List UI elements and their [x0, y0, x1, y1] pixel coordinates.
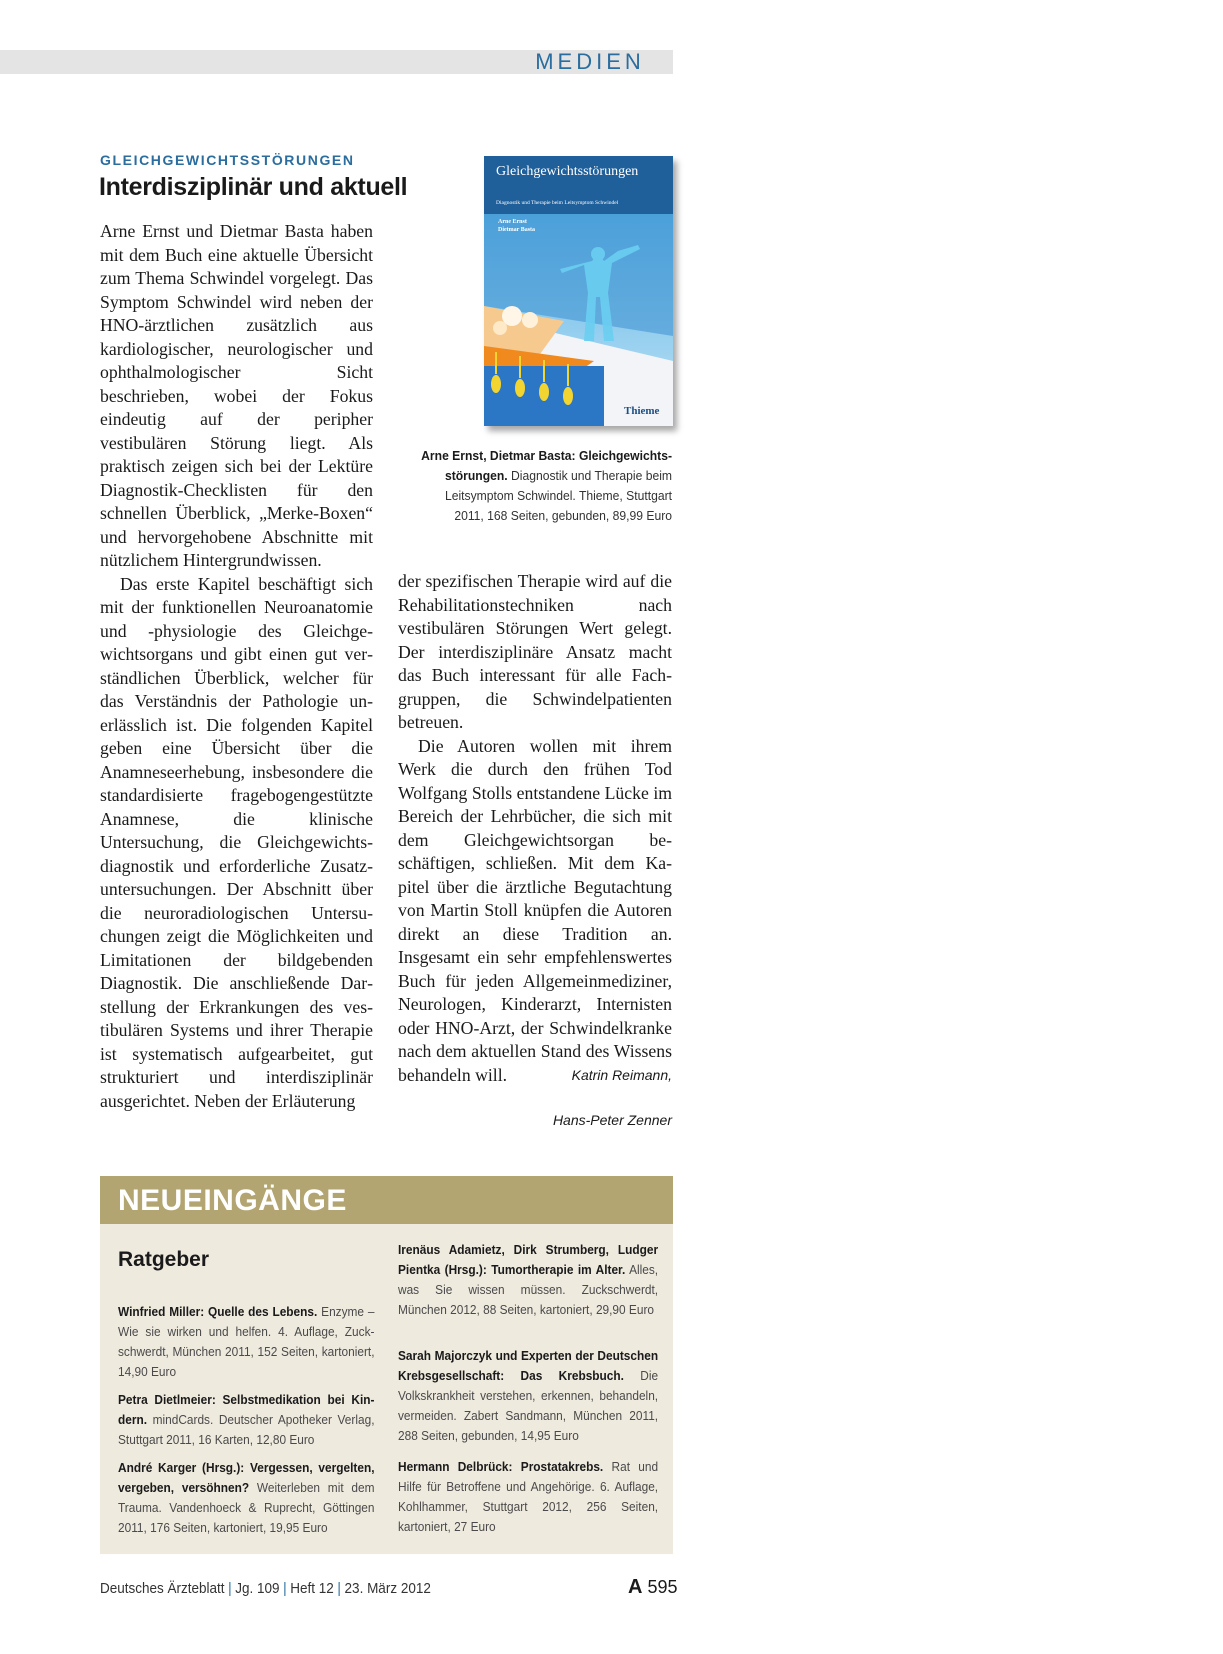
page-number — [628, 1576, 678, 1599]
article-column-right — [398, 570, 672, 1087]
book-cover-illustration — [484, 156, 673, 426]
book-entry-details: Rat und Hilfe für Betroffene und Angehörige. 6. Auflage, Kohlhammer, Stuttgart 2012, 256 Seiten, kartoniert, 27 Euro — [398, 1459, 659, 1534]
neueingaenge-subtitle: Ratgeber — [118, 1248, 210, 1271]
book-cover-authors — [498, 218, 535, 234]
footer-volume: Jg. 109 — [235, 1580, 280, 1597]
footer-date: 23. März 2012 — [344, 1580, 431, 1597]
book-cover-title: Gleichgewichtsstörungen — [496, 164, 639, 179]
article-author: Katrin Reimann, — [571, 1066, 672, 1083]
book-entry-details: Die Volkskrankheit verstehen, erkennen, behandeln, vermeiden. Zabert Sandmann, München 2011, 288 Seiten, gebunden, 14,95 Euro — [398, 1368, 659, 1443]
page-footer — [100, 1580, 431, 1597]
footer-separator: | — [337, 1580, 341, 1597]
book-entry-title: Hermann Delbrück: Prostatakrebs. — [398, 1459, 604, 1474]
book-cover-subtitle: Diagnostik und Therapie beim Leitsymptom Schwindel — [496, 200, 619, 206]
book-entry — [118, 1302, 375, 1382]
footer-issue: Heft 12 — [290, 1580, 334, 1597]
article-paragraph: der spezifischen Therapie wird auf die Rehabilitationstechniken nach vestibulären Störungen Wert gelegt. Der interdisziplinäre Ansatz macht das Buch interessant für alle Fachgruppen, die Schwindelpatienten betreuen. — [398, 571, 672, 732]
section-label: MEDIEN — [535, 49, 645, 74]
book-entry — [118, 1390, 375, 1450]
article-author: Hans-Peter Zenner — [552, 1112, 672, 1128]
book-entry-title: André Karger (Hrsg.): Vergessen, vergelten, vergeben, versöhnen? — [118, 1460, 375, 1495]
article-paragraph-text: Die Autoren wollen mit ihrem Werk die durch den frühen Tod Wolfgang Stolls entstandene Lücke im Bereich der Lehrbücher, die sich mit dem Gleichgewichtsorgan beschäftigen, schließen. Mit dem Kapitel über die ärztliche Begutachtung von Martin Stoll knüpfen die Autoren direkt an diese Tradition an. Insgesamt ein sehr empfehlenswertes Buch für jeden Allgemeinmediziner, Neurologen, Kinderarzt, Internisten oder HNO-Arzt, der Schwindelkranke nach dem aktuellen Stand des Wissens behandeln will. — [398, 735, 672, 1085]
book-entry — [398, 1346, 658, 1446]
book-entry — [398, 1457, 658, 1537]
article-paragraph — [398, 735, 672, 1088]
book-entry-details: Alles, was Sie wissen müssen. Zuckschwerdt, München 2012, 88 Seiten, kartoniert, 29,90 Euro — [398, 1262, 659, 1317]
book-entry-details: Enzyme – Wie sie wirken und helfen. 4. Auflage, Zuckschwerdt, München 2011, 152 Seiten, kartoniert, 14,90 Euro — [118, 1304, 375, 1379]
book-entry-title: Sarah Majorczyk und Experten der Deutschen Krebsgesellschaft: Das Krebsbuch. — [398, 1348, 659, 1383]
article-kicker: GLEICHGEWICHTSSTÖRUNGEN — [100, 152, 355, 168]
page-number-value: 595 — [647, 1577, 678, 1597]
book-cover — [484, 156, 673, 426]
book-entry-title: Irenäus Adamietz, Dirk Strumberg, Ludger Pientka (Hrsg.): Tumortherapie im Alter. — [398, 1242, 659, 1277]
neueingaenge-title: NEUEINGÄNGE — [118, 1184, 347, 1217]
page-number-prefix: A — [628, 1576, 643, 1598]
article-paragraph: Arne Ernst und Dietmar Basta haben mit dem Buch eine aktuelle Übersicht zum Thema Schwindel vorgelegt. Das Symptom Schwindel wird neben der HNO-ärztlichen zusätzlich aus kardiologischer, neurologischer und ophthalmologischer Sicht beschrieben, wobei der Fokus eindeutig auf der peripher vestibulären Störung liegt. Als praktisch zeigen sich bei der Lektüre Diagnostik-Checklisten für den schnellen Überblick, „Merke-Boxen“ und hervorgehobene Abschnitte mit nützlichem Hintergrundwissen. — [100, 221, 373, 570]
book-entry-details: mindCards. Deutscher Apotheker Verlag, Stuttgart 2011, 16 Karten, 12,80 Euro — [118, 1412, 375, 1447]
book-entry — [398, 1240, 658, 1320]
book-caption-details: Diagnostik und Therapie beim Leitsymptom Schwindel. Thieme, Stuttgart 2011, 168 Seiten, gebunden, 89,99 Euro — [444, 468, 672, 523]
neueingaenge-header — [100, 1176, 673, 1224]
footer-separator: | — [228, 1580, 232, 1597]
book-caption — [420, 446, 672, 526]
book-entry-title: Winfried Miller: Quelle des Lebens. — [118, 1304, 318, 1319]
article-paragraph: Das erste Kapitel beschäftigt sich mit der funktionellen Neuroanatomie und -physiologie des Gleichgewichtsorgans und gibt einen gut verständlichen Überblick, welcher für das Verständnis der Pathologie unerlässlich ist. Die folgenden Kapitel geben eine Übersicht über die Anamneseerhebung, insbesondere die standardisierte fragebogengestützte Anamnese, die klinische Untersuchung, die Gleichgewichtsdiagnostik und erforderliche Zusatzuntersuchungen. Der Abschnitt über die neuroradiologischen Untersuchungen zeigt die Möglichkeiten und Limitationen der bildgebenden Diagnostik. Die anschließende Darstellung der Erkrankungen des vestibulären Systems und ihrer Therapie ist systematisch aufgearbeitet, gut strukturiert und interdisziplinär ausgerichtet. Neben der Erläuterung — [100, 573, 373, 1111]
footer-separator: | — [283, 1580, 287, 1597]
book-caption-title: Arne Ernst, Dietmar Basta: Gleichgewichtsstörungen. — [421, 448, 672, 483]
neueingaenge-box — [100, 1176, 673, 1554]
book-cover-author: Arne Ernst — [498, 219, 527, 225]
book-cover-author: Dietmar Basta — [498, 227, 536, 233]
book-entry — [118, 1458, 375, 1538]
footer-journal: Deutsches Ärzteblatt — [100, 1580, 225, 1597]
book-entry-title: Petra Dietlmeier: Selbstmedikation bei Kindern. — [118, 1392, 375, 1427]
book-cover-publisher: Thieme — [624, 405, 660, 417]
article-column-left — [100, 220, 373, 1113]
book-entry-details: Weiterleben mit dem Trauma. Vandenhoeck & Ruprecht, Göttingen 2011, 176 Seiten, kartoniert, 19,95 Euro — [118, 1480, 375, 1535]
article-headline: Interdisziplinär und aktuell — [99, 173, 408, 201]
